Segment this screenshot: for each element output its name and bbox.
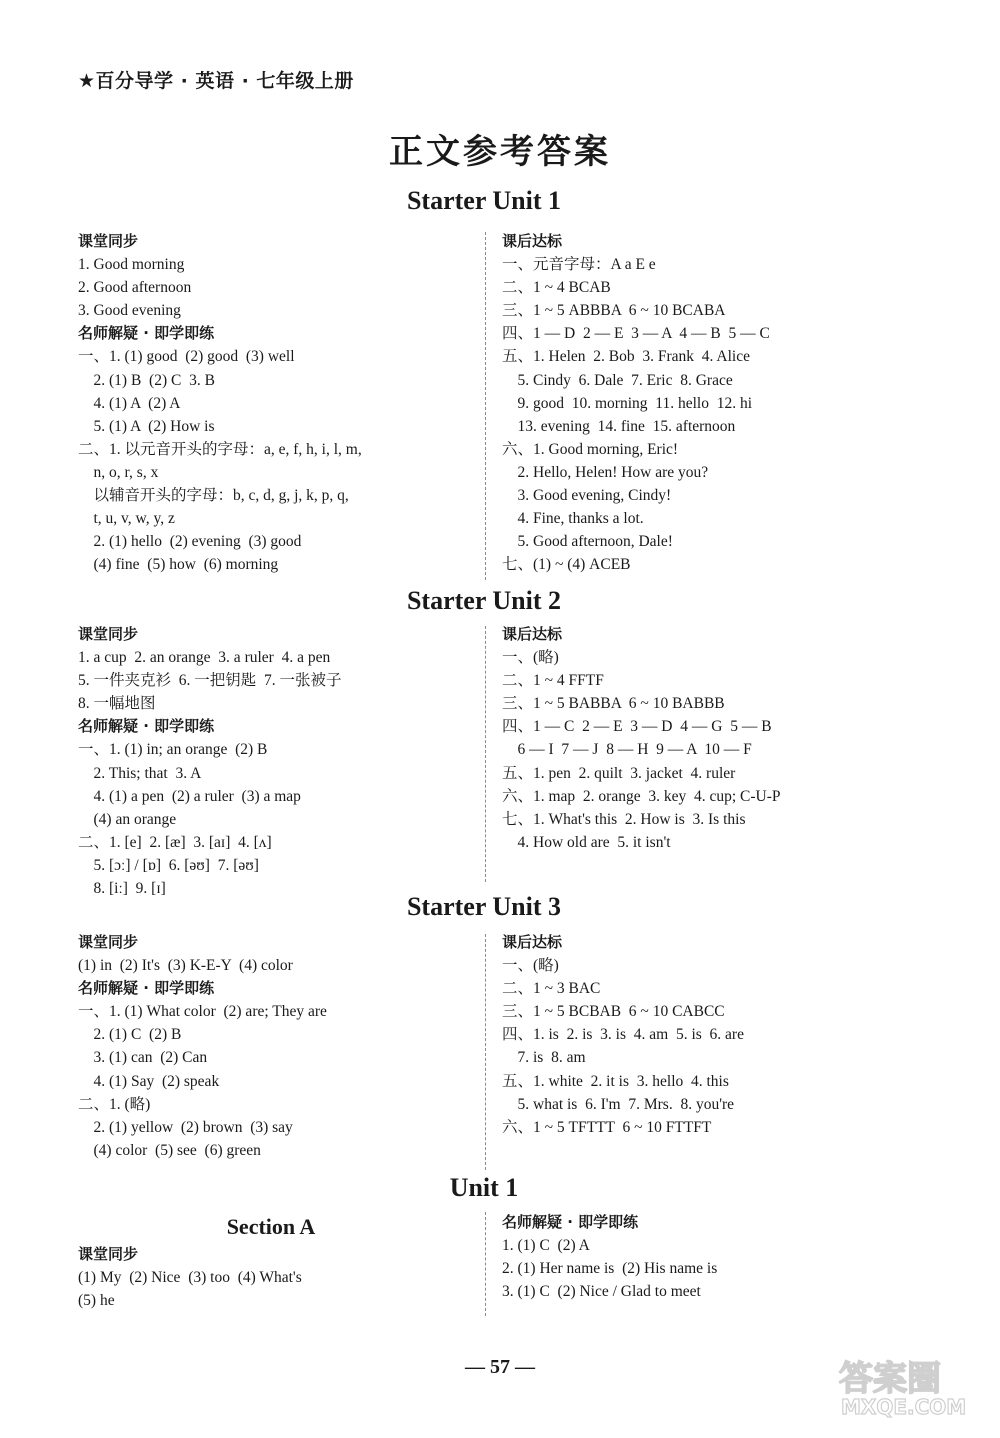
- answer-line: 一、1. (1) good (2) good (3) well: [78, 348, 295, 366]
- answer-line: 8. [iː] 9. [ɪ]: [78, 880, 166, 898]
- unit-1-left-column: [78, 1243, 478, 1312]
- answer-line: 2. Good afternoon: [78, 279, 192, 297]
- subsection-heading: 课后达标: [502, 933, 563, 951]
- subsection-heading: 课堂同步: [78, 933, 139, 951]
- answer-line: 1. a cup 2. an orange 3. a ruler 4. a pen: [78, 649, 331, 667]
- answer-line: 3. Good evening: [78, 302, 181, 320]
- watermark-url: MXQE.COM: [841, 1395, 967, 1419]
- subsection-heading: 课后达标: [502, 625, 563, 643]
- column-divider: [485, 626, 486, 882]
- answer-line: 七、1. What's this 2. How is 3. Is this: [502, 810, 746, 828]
- subsection-heading: 课堂同步: [78, 232, 139, 250]
- answer-line: 三、1 ~ 5 ABBBA 6 ~ 10 BCABA: [502, 302, 726, 320]
- answer-line: n, o, r, s, x: [78, 463, 159, 481]
- answer-line: 一、元音字母：A a E e: [502, 256, 656, 274]
- answer-line: 四、1. is 2. is 3. is 4. am 5. is 6. are: [502, 1026, 744, 1044]
- answer-line: 5. Cindy 6. Dale 7. Eric 8. Grace: [502, 371, 733, 389]
- answer-line: 6 — I 7 — J 8 — H 9 — A 10 — F: [502, 741, 752, 759]
- watermark-logo-text: 答案圈: [839, 1359, 941, 1399]
- answer-line: 四、1 — D 2 — E 3 — A 4 — B 5 — C: [502, 325, 770, 343]
- subsection-heading: 名师解疑 · 即学即练: [78, 717, 215, 736]
- answer-line: 六、1. map 2. orange 3. key 4. cup; C-U-P: [502, 787, 781, 805]
- unit-title-unit-1: Unit 1: [449, 1173, 519, 1202]
- answer-line: 二、1 ~ 4 FFTF: [502, 672, 604, 690]
- unit-title-starter-1: Starter Unit 1: [406, 186, 562, 215]
- answer-line: 二、1. [e] 2. [æ] 3. [aɪ] 4. [ʌ]: [78, 833, 272, 851]
- answer-line: 2. This; that 3. A: [78, 764, 202, 782]
- answer-line: 4. Fine, thanks a lot.: [502, 510, 644, 528]
- answer-line: 2. (1) Her name is (2) His name is: [502, 1260, 718, 1278]
- answer-line: 四、1 — C 2 — E 3 — D 4 — G 5 — B: [502, 718, 772, 736]
- page-number: — 57 —: [465, 1356, 535, 1378]
- answer-line: 三、1 ~ 5 BCBAB 6 ~ 10 CABCC: [502, 1003, 725, 1021]
- answer-line: 五、1. pen 2. quilt 3. jacket 4. ruler: [502, 764, 736, 782]
- answer-line: 5. [ɔː] / [ɒ] 6. [əʊ] 7. [əʊ]: [78, 856, 259, 874]
- starter-2-left-column: [78, 623, 478, 900]
- column-divider: [485, 934, 486, 1170]
- answer-line: 4. (1) A (2) A: [78, 394, 181, 412]
- starter-2-right-column: [502, 623, 902, 854]
- watermark-logo: [835, 1350, 985, 1420]
- answer-line: (1) in (2) It's (3) K-E-Y (4) color: [78, 957, 293, 975]
- answer-line: 5. 一件夹克衫 6. 一把钥匙 7. 一张被子: [78, 672, 342, 690]
- subsection-heading: 课堂同步: [78, 625, 139, 643]
- answer-line: 2. (1) C (2) B: [78, 1026, 182, 1044]
- starter-3-left-column: [78, 931, 478, 1162]
- answer-line: 1. (1) C (2) A: [502, 1237, 590, 1255]
- answer-line: 以辅音开头的字母：b, c, d, g, j, k, p, q,: [78, 487, 349, 505]
- answer-line: 一、1. (1) What color (2) are; They are: [78, 1003, 327, 1021]
- answer-line: t, u, v, w, y, z: [78, 510, 175, 528]
- answer-line: 二、1. 以元音开头的字母：a, e, f, h, i, l, m,: [78, 440, 362, 458]
- starter-1-left-column: [78, 230, 478, 576]
- answer-line: (1) My (2) Nice (3) too (4) What's: [78, 1269, 302, 1287]
- answer-line: 5. what is 6. I'm 7. Mrs. 8. you're: [502, 1095, 735, 1113]
- column-divider: [485, 1212, 486, 1316]
- answer-line: 5. (1) A (2) How is: [78, 417, 215, 435]
- answer-line: 2. Hello, Helen! How are you?: [502, 463, 709, 481]
- answer-line: 三、1 ~ 5 BABBA 6 ~ 10 BABBB: [502, 695, 725, 713]
- answer-line: (4) color (5) see (6) green: [78, 1141, 261, 1159]
- answer-line: 一、1. (1) in; an orange (2) B: [78, 741, 268, 759]
- answer-line: 六、1. Good morning, Eric!: [502, 440, 679, 458]
- answer-line: 五、1. white 2. it is 3. hello 4. this: [502, 1072, 729, 1090]
- answer-line: 二、1 ~ 4 BCAB: [502, 279, 611, 297]
- subsection-heading: 名师解疑 · 即学即练: [78, 979, 215, 998]
- subsection-heading: 课后达标: [502, 232, 563, 250]
- answer-line: 二、1. (略): [78, 1095, 151, 1113]
- starter-1-right-column: [502, 230, 902, 576]
- answer-line: 3. (1) can (2) Can: [78, 1049, 208, 1067]
- subsection-heading: 名师解疑 · 即学即练: [78, 324, 215, 343]
- page-title: 正文参考答案: [389, 132, 611, 172]
- unit-title-starter-3: Starter Unit 3: [406, 892, 562, 921]
- answer-line: 2. (1) B (2) C 3. B: [78, 371, 215, 389]
- answer-line: 二、1 ~ 3 BAC: [502, 980, 601, 998]
- answer-line: 五、1. Helen 2. Bob 3. Frank 4. Alice: [502, 348, 750, 366]
- answer-line: 4. (1) a pen (2) a ruler (3) a map: [78, 787, 301, 805]
- answer-line: 9. good 10. morning 11. hello 12. hi: [502, 394, 752, 412]
- unit-1-right-column: [502, 1211, 902, 1303]
- answer-line: 3. (1) C (2) Nice / Glad to meet: [502, 1283, 701, 1301]
- answer-line: (4) fine (5) how (6) morning: [78, 556, 279, 574]
- answer-line: 13. evening 14. fine 15. afternoon: [502, 417, 736, 435]
- answer-line: 3. Good evening, Cindy!: [502, 487, 672, 505]
- answer-line: 一、(略): [502, 649, 559, 667]
- answer-line: (5) he: [78, 1292, 115, 1310]
- subsection-heading: 课堂同步: [78, 1245, 139, 1263]
- answer-line: 一、(略): [502, 957, 559, 975]
- answer-line: 4. How old are 5. it isn't: [502, 833, 671, 851]
- starter-3-right-column: [502, 931, 902, 1139]
- answer-line: 7. is 8. am: [502, 1049, 586, 1067]
- answer-line: 七、(1) ~ (4) ACEB: [502, 556, 631, 574]
- answer-line: 2. (1) yellow (2) brown (3) say: [78, 1118, 293, 1136]
- answer-line: 4. (1) Say (2) speak: [78, 1072, 220, 1090]
- answer-line: 8. 一幅地图: [78, 695, 156, 713]
- answer-line: 5. Good afternoon, Dale!: [502, 533, 673, 551]
- answer-line: (4) an orange: [78, 810, 177, 828]
- answer-line: 1. Good morning: [78, 256, 185, 274]
- subsection-heading: 名师解疑 · 即学即练: [502, 1213, 639, 1231]
- answer-line: 2. (1) hello (2) evening (3) good: [78, 533, 302, 551]
- book-header: ★百分导学 · 英语 · 七年级上册: [78, 70, 354, 92]
- answer-line: 六、1 ~ 5 TFTTT 6 ~ 10 FTTFT: [502, 1118, 712, 1136]
- column-divider: [485, 232, 486, 580]
- section-title-a: Section A: [226, 1214, 316, 1239]
- unit-title-starter-2: Starter Unit 2: [406, 586, 562, 615]
